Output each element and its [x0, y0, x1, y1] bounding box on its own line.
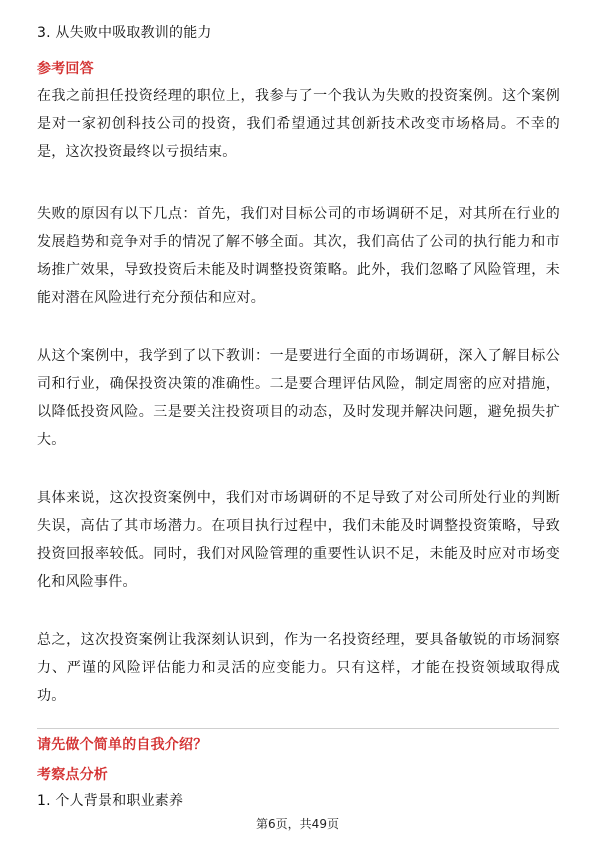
section-heading: 3. 从失败中吸取教训的能力: [37, 25, 212, 41]
answer-paragraph-3: 从这个案例中，我学到了以下教训：一是要进行全面的市场调研，深入了解目标公司和行业，确保投资决策的准确性。二是要合理评估风险，制定周密的应对措施，以降低投资风险。三是要关注投资项目的动态，及时发现并解决问题，避免损失扩大。: [37, 348, 560, 448]
answer-paragraph-4: 具体来说，这次投资案例中，我们对市场调研的不足导致了对公司所处行业的判断失误，高估了其市场潜力。在项目执行过程中，我们未能及时调整投资策略，导致投资回报率较低。同时，我们对风险管理的重要性认识不足，未能及时应对市场变化和风险事件。: [37, 490, 560, 590]
analysis-label: 考察点分析: [37, 767, 108, 783]
answer-paragraph-5: 总之，这次投资案例让我深刻认识到，作为一名投资经理，要具备敏锐的市场洞察力、严谨的风险评估能力和灵活的应变能力。只有这样，才能在投资领域取得成功。: [37, 632, 560, 704]
answer-paragraph-2: 失败的原因有以下几点：首先，我们对目标公司的市场调研不足，对其所在行业的发展趋势和竞争对手的情况了解不够全面。其次，我们高估了公司的执行能力和市场推广效果，导致投资后未能及时调整投资策略。此外，我们忽略了风险管理，未能对潜在风险进行充分预估和应对。: [37, 206, 560, 306]
analysis-item-1: 1. 个人背景和职业素养: [37, 793, 184, 809]
answer-label: 参考回答: [37, 61, 94, 77]
section-divider: [37, 728, 559, 729]
answer-paragraph-1: 在我之前担任投资经理的职位上，我参与了一个我认为失败的投资案例。这个案例是对一家初创科技公司的投资，我们希望通过其创新技术改变市场格局。不幸的是，这次投资最终以亏损结束。: [37, 88, 560, 160]
page-footer: 第6页，共49页: [256, 817, 339, 831]
next-question: 请先做个简单的自我介绍？: [37, 737, 208, 753]
